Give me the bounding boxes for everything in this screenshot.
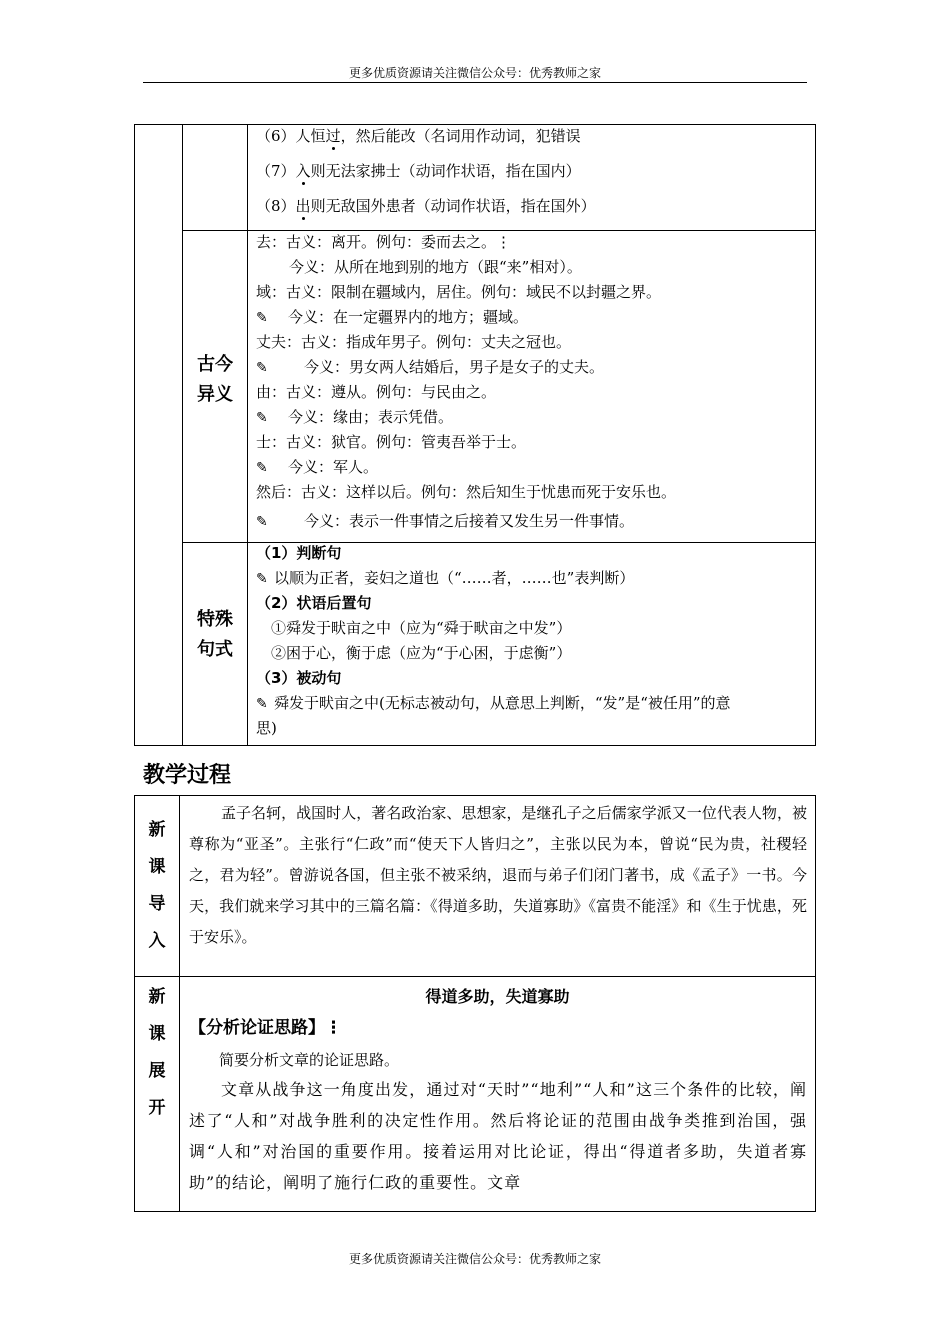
gujin-line-with-icon: ✎ 今义：在一定疆界内的地方；疆域。 <box>256 308 529 326</box>
teshu-label: 特殊 句式 <box>197 609 233 660</box>
pencil-icon: ✎ <box>256 514 268 530</box>
pencil-icon: ✎ <box>256 460 268 476</box>
pencil-icon: ✎ <box>256 571 268 587</box>
gujin-line-with-icon: ✎ 今义：军人。 <box>256 458 379 476</box>
gujin-label: 古今 异义 <box>197 354 233 405</box>
gujin-line: 士：古义：狱官。例句：管夷吾举于士。 <box>256 433 527 451</box>
teshu-heading-3: （3）被动句 <box>256 669 342 687</box>
teshu-line-with-icon: ✎ 以顺为正者，妾妇之道也（“……者，……也”表判断） <box>256 569 635 587</box>
gujin-line: 域：古义：限制在疆域内，居住。例句：域民不以封疆之界。 <box>256 283 662 301</box>
gujin-line: 然后：古义：这样以后。例句：然后知生于忧患而死于安乐也。 <box>256 483 677 501</box>
emphasis-char: 入 <box>295 162 311 180</box>
teshu-line: 思) <box>256 719 277 737</box>
lesson-intro: 简要分析文章的论证思路。 <box>219 1051 400 1069</box>
daoru-label: 新 课 导 入 <box>148 820 166 951</box>
pencil-icon: ✎ <box>256 410 268 426</box>
usage-item-6: （6）人恒过，然后能改（名词用作动词，犯错误 <box>256 127 581 145</box>
teshu-line-with-icon: ✎ 舜发于畎亩之中(无标志被动句，从意思上判断，“发”是“被任用”的意 <box>256 694 731 712</box>
header-rule <box>143 82 807 83</box>
usage-item-8: （8）出则无敌国外患者（动词作状语，指在国外） <box>256 197 596 215</box>
pencil-icon: ✎ <box>256 310 268 326</box>
gujin-line: 由：古义：遵从。例句：与民由之。 <box>256 383 497 401</box>
teshu-line: ①舜发于畎亩之中（应为“舜于畎亩之中发”） <box>271 619 572 637</box>
page-footer: 更多优质资源请关注微信公众号：优秀教师之家 <box>348 1252 601 1266</box>
gujin-line: 去：古义：离开。例句：委而去之。⋮ <box>256 233 512 251</box>
pencil-icon: ✎ <box>256 696 268 712</box>
lesson-body: 文章从战争这一角度出发，通过对“天时”“地利”“人和”这三个条件的比较，阐述了“人和”对战争胜利的决定性作用。然后将论证的范围由战争类推到治国，强调“人和”对治国的重要作用。接着运用对比论证，得出“得道者多助，失道者寡助”的结论，阐明了施行仁政的重要性。文章 <box>189 1080 807 1192</box>
lesson-title: 得道多助，失道寡助 <box>425 987 570 1006</box>
table1-row-usage-label-cell <box>182 124 248 231</box>
usage-item-7: （7）入则无法家拂士（动词作状语，指在国内） <box>256 162 581 180</box>
gujin-line-with-icon: ✎ 今义：男女两人结婚后，男子是女子的丈夫。 <box>256 358 605 376</box>
section-title: 教学过程 <box>143 763 232 788</box>
zhankai-label: 新 课 展 开 <box>148 987 166 1118</box>
emphasis-char: 出 <box>295 197 311 215</box>
gujin-line-with-icon: ✎ 今义：表示一件事情之后接着又发生另一件事情。 <box>256 512 635 530</box>
daoru-paragraph: 孟子名轲，战国时人，著名政治家、思想家，是继孔子之后儒家学派又一位代表人物，被尊称为“亚圣”。主张行“仁政”而“使天下人皆归之”，主张以民为本，曾说“民为贵，社稷轻之，君为轻”。曾游说各国，但主张不被采纳，退而与弟子们闭门著书，成《孟子》一书。今天，我们就来学习其中的三篇名篇：《得道多助，失道寡助》《富贵不能淫》和《生于忧患，死于安乐》。 <box>189 804 807 946</box>
emphasis-char: 过 <box>325 127 341 145</box>
lesson-subhead: 【分析论证思路】⋮ <box>189 1018 342 1038</box>
gujin-line: 丈夫：古义：指成年男子。例句：丈夫之冠也。 <box>256 333 572 351</box>
gujin-line-with-icon: ✎ 今义：缘由；表示凭借。 <box>256 408 454 426</box>
gujin-line: 今义：从所在地到别的地方（跟“来”相对）。 <box>289 258 582 276</box>
table1-outer-column <box>134 124 183 746</box>
pencil-icon: ✎ <box>256 360 268 376</box>
page-header: 更多优质资源请关注微信公众号：优秀教师之家 <box>348 66 601 80</box>
teshu-line: ②困于心，衡于虑（应为“于心困，于虑衡”） <box>271 644 572 662</box>
teshu-heading-2: （2）状语后置句 <box>256 594 372 612</box>
teshu-heading-1: （1）判断句 <box>256 544 342 562</box>
